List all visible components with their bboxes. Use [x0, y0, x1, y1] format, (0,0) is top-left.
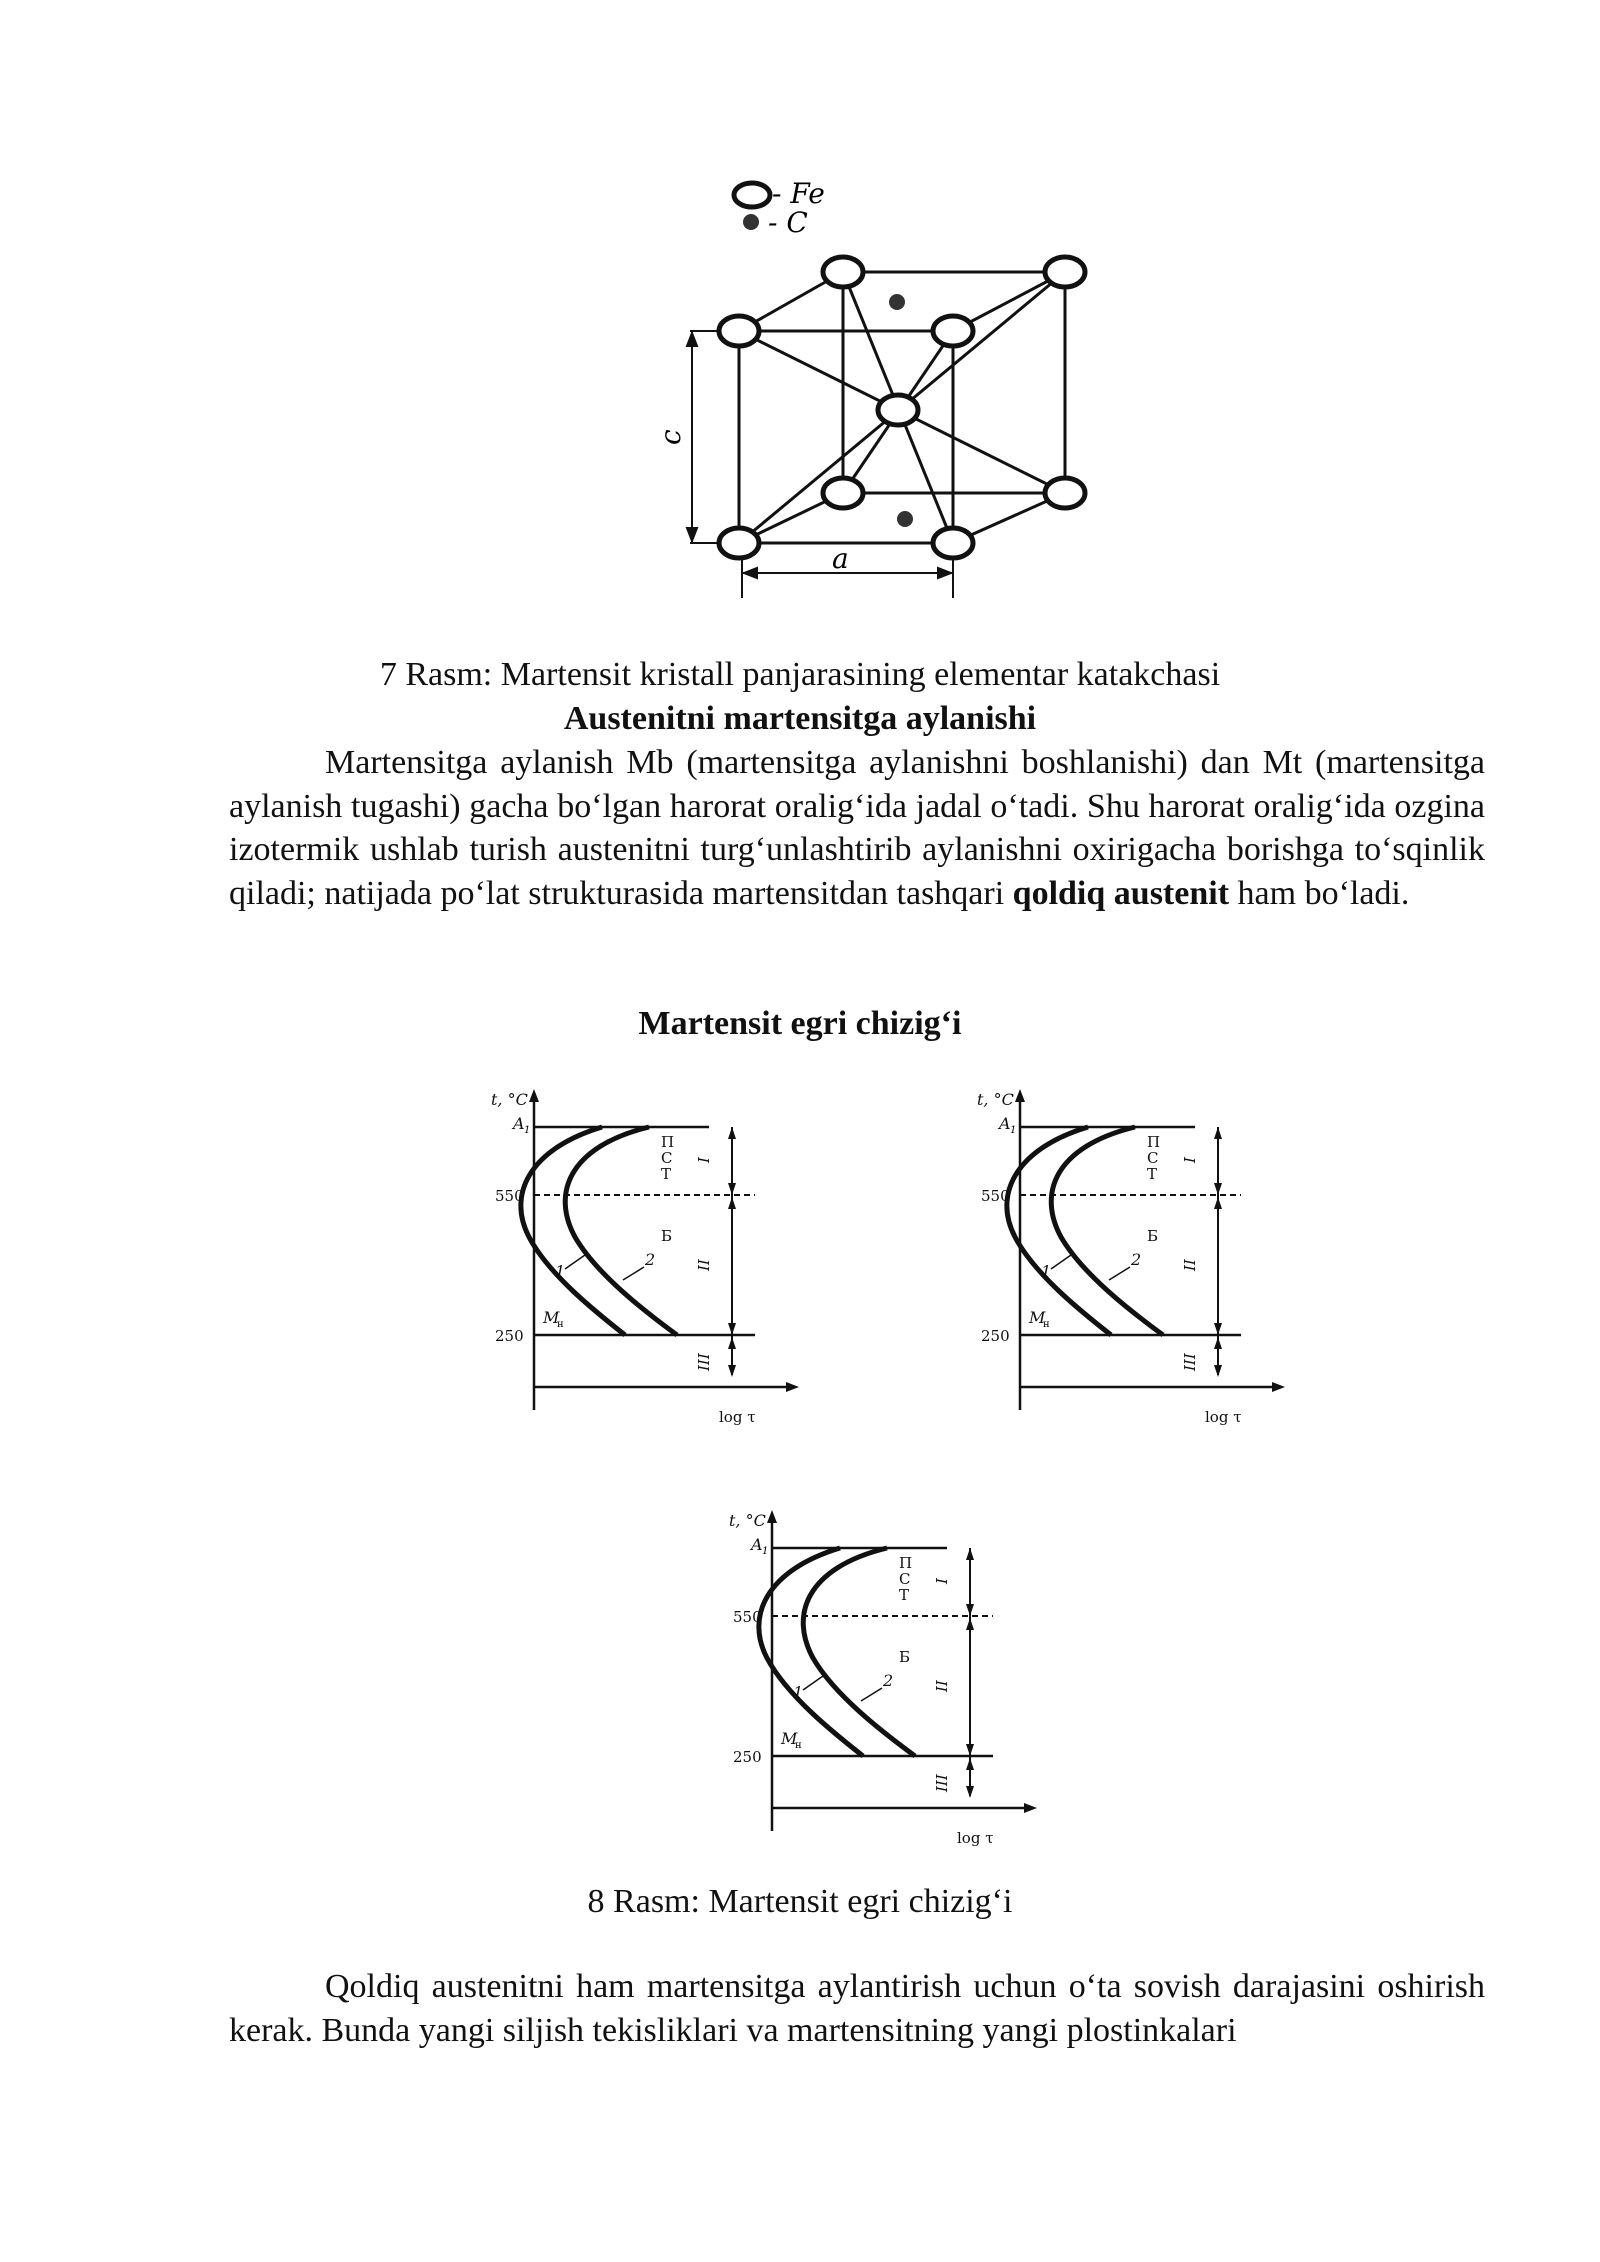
ttt-diagram-svg — [973, 1085, 1293, 1430]
curve-2-label: 2 — [883, 1671, 894, 1690]
region-b-label: Б — [661, 1227, 673, 1245]
curve-1-label: 1 — [555, 1262, 566, 1281]
zone-ii-label: II — [695, 1259, 713, 1271]
y-axis-label: t, °C — [729, 1511, 766, 1530]
region-s-label: С — [1147, 1149, 1159, 1167]
c-atom-icon — [889, 294, 905, 310]
martensite-curve-diagram-left — [487, 1085, 807, 1430]
tick-550-label: 550 — [733, 1608, 762, 1626]
mn-label: M — [543, 1308, 560, 1327]
region-s-label: С — [899, 1570, 911, 1588]
zone-i-label: I — [695, 1157, 713, 1163]
paragraph-text: Martensitga aylanish Mb (martensitga aylanishni boshlanishi) dan Mt (martensitga aylanish tugashi) gacha bo‘lgan harorat oralig‘ida jadal o‘tadi. Shu harorat oralig‘ida ozgina izotermik ushlab turish austenitni turg‘unlashtirib aylanishni oxirigacha borishga to‘sqinlik qiladi; natijada po‘lat strukturasida martensitdan tashqari — [229, 744, 1485, 912]
x-axis-label: log τ — [1205, 1408, 1242, 1426]
mn-label: M — [1029, 1308, 1046, 1327]
curve-1-label: 1 — [1041, 1262, 1052, 1281]
region-t-label: Т — [661, 1165, 672, 1183]
fe-atom-icon — [933, 316, 973, 346]
dimension-c-label: c — [654, 429, 687, 445]
paragraph-martensite-transformation — [229, 741, 1485, 915]
y-axis-label: t, °C — [491, 1090, 528, 1109]
fe-atom-icon — [719, 528, 759, 558]
paragraph-text-end: ham bo‘ladi. — [1237, 874, 1410, 912]
fe-atom-icon — [878, 395, 918, 425]
region-b-label: Б — [899, 1648, 911, 1666]
c-atom-legend-icon — [743, 214, 759, 230]
mn-subscript: н — [795, 1740, 802, 1751]
region-t-label: Т — [899, 1586, 910, 1604]
tick-a1-label: A — [513, 1114, 525, 1133]
legend-fe-label: - Fe — [772, 177, 825, 210]
region-p-label: П — [899, 1554, 913, 1572]
dimension-a-label: a — [832, 542, 849, 575]
fe-atom-icon — [933, 528, 973, 558]
zone-iii-label: III — [1181, 1353, 1199, 1371]
fe-atom-legend-icon — [734, 183, 770, 207]
mn-subscript: н — [1043, 1319, 1050, 1330]
tick-a1-subscript: 1 — [1010, 1125, 1017, 1136]
legend-c-label: - C — [768, 206, 808, 239]
tick-a1-label: A — [751, 1535, 763, 1554]
figure-8-caption: 8 Rasm: Martensit egri chizig‘i — [587, 1883, 1013, 1920]
fe-atom-icon — [719, 316, 759, 346]
martensite-unit-cell-figure — [640, 165, 1120, 605]
zone-ii-label: II — [933, 1680, 951, 1692]
region-t-label: Т — [1147, 1165, 1158, 1183]
tick-250-label: 250 — [733, 1748, 762, 1766]
zone-iii-label: III — [933, 1774, 951, 1792]
tick-a1-label: A — [999, 1114, 1011, 1133]
tick-550-label: 550 — [981, 1187, 1010, 1205]
section-heading-martensite-curve: Martensit egri chizig‘i — [638, 1005, 962, 1042]
tick-a1-subscript: 1 — [762, 1546, 769, 1557]
region-s-label: С — [661, 1149, 673, 1167]
curve-2-label: 2 — [645, 1250, 656, 1269]
tick-a1-subscript: 1 — [524, 1125, 531, 1136]
y-axis-label: t, °C — [977, 1090, 1014, 1109]
paragraph-text: Qoldiq austenitni ham martensitga aylantirish uchun o‘ta sovish darajasini oshirish kerak. Bunda yangi siljish tekisliklari va martensitning yangi plostinkalari — [229, 1968, 1485, 2049]
region-b-label: Б — [1147, 1227, 1159, 1245]
paragraph-residual-austenite — [229, 1965, 1485, 2052]
figure-7-caption: 7 Rasm: Martensit kristall panjarasining elementar katakchasi — [379, 656, 1221, 693]
mn-subscript: н — [557, 1319, 564, 1330]
zone-i-label: I — [1181, 1157, 1199, 1163]
curve-1-label: 1 — [793, 1683, 804, 1702]
c-atom-icon — [897, 511, 913, 527]
mn-label: M — [781, 1729, 798, 1748]
martensite-curve-diagram-bottom — [725, 1506, 1045, 1851]
fe-atom-icon — [823, 478, 863, 508]
ttt-diagram-svg — [725, 1506, 1045, 1851]
martensite-curve-diagram-right — [973, 1085, 1293, 1430]
region-p-label: П — [1147, 1133, 1161, 1151]
tick-550-label: 550 — [495, 1187, 524, 1205]
zone-ii-label: II — [1181, 1259, 1199, 1271]
curve-2-label: 2 — [1131, 1250, 1142, 1269]
x-axis-label: log τ — [719, 1408, 756, 1426]
x-axis-label: log τ — [957, 1829, 994, 1847]
fe-atom-icon — [1045, 257, 1085, 287]
region-p-label: П — [661, 1133, 675, 1151]
ttt-diagram-svg — [487, 1085, 807, 1430]
fe-atom-icon — [1045, 478, 1085, 508]
fe-atom-icon — [823, 257, 863, 287]
tick-250-label: 250 — [981, 1327, 1010, 1345]
dimension-c — [687, 331, 720, 543]
bold-term-residual-austenite: qoldiq austenit — [1012, 874, 1230, 912]
zone-iii-label: III — [695, 1353, 713, 1371]
zone-i-label: I — [933, 1578, 951, 1584]
section-heading-austenite-transformation: Austenitni martensitga aylanishi — [563, 700, 1037, 737]
tick-250-label: 250 — [495, 1327, 524, 1345]
